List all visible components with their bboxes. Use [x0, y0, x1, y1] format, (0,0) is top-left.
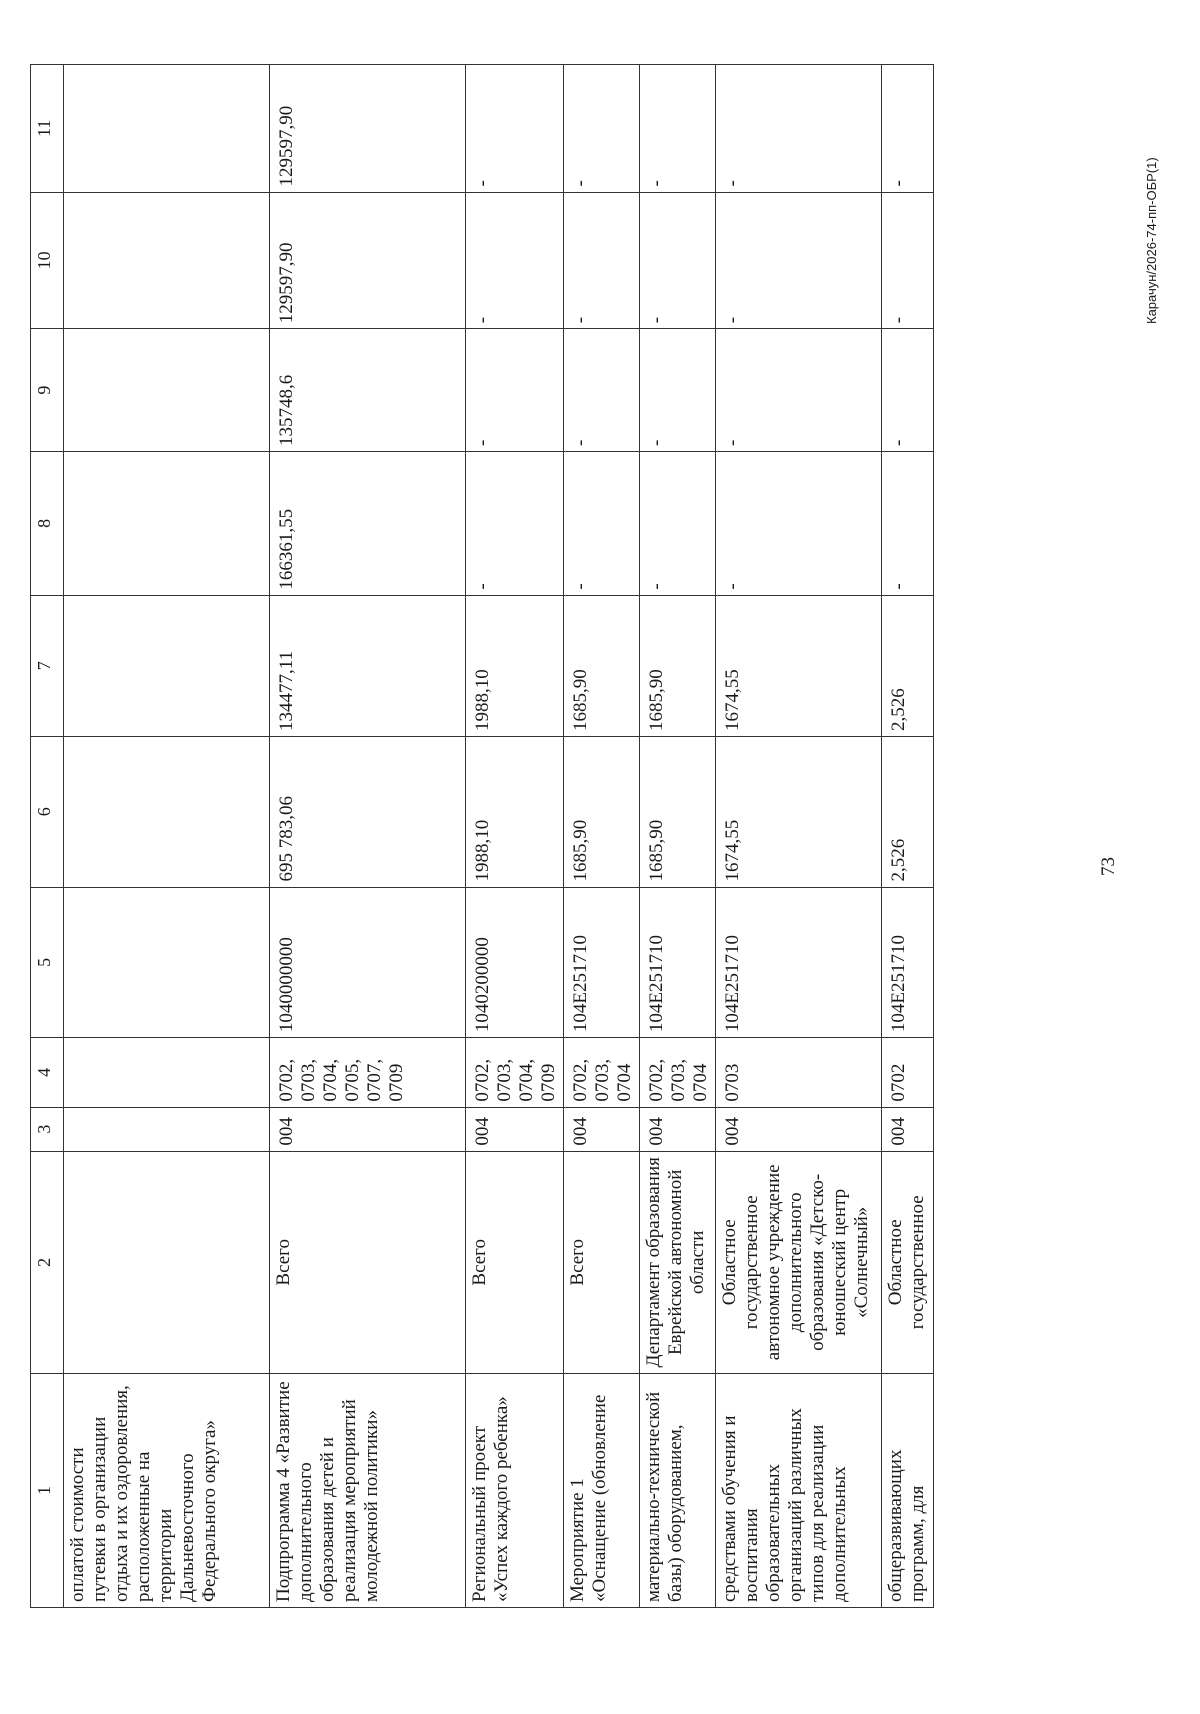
table-row: [716, 65, 882, 1608]
cell-year-5: -: [716, 65, 882, 193]
col-header-3: 3: [31, 1107, 64, 1151]
cell-grbs: 004: [564, 1107, 640, 1151]
cell-executor: Всего: [270, 1151, 466, 1373]
cell-rzpr: 0702, 0703, 0704, 0709: [466, 1038, 564, 1108]
cell-year-2: -: [716, 451, 882, 595]
row-description: общеразвивающих программ, для: [882, 1374, 934, 1608]
cell-rzpr: 0702: [882, 1038, 934, 1108]
cell-year-2: -: [466, 451, 564, 595]
row-description: оплатой стоимости путевки в организации отдыха и их оздоровления, расположенные на территории Дальневосточного Федерального округа»: [64, 1374, 270, 1608]
cell-year-2: [64, 451, 270, 595]
cell-rzpr: 0702, 0703, 0704, 0705, 0707, 0709: [270, 1038, 466, 1108]
cell-executor: Департамент образования Еврейской автономной области: [640, 1151, 716, 1373]
cell-year-2: -: [640, 451, 716, 595]
col-header-8: 8: [31, 451, 64, 595]
cell-year-4: -: [640, 192, 716, 329]
cell-year-5: [64, 65, 270, 193]
col-header-9: 9: [31, 329, 64, 452]
cell-csr: 104Е251710: [882, 887, 934, 1038]
cell-year-1: 1988,10: [466, 595, 564, 736]
cell-year-4: -: [564, 192, 640, 329]
row-description: Подпрограмма 4 «Развитие дополнительного образования детей и реализация мероприятий молодежной политики»: [270, 1374, 466, 1608]
cell-csr: 1040200000: [466, 887, 564, 1038]
cell-csr: 104Е251710: [564, 887, 640, 1038]
cell-year-1: 134477,11: [270, 595, 466, 736]
cell-year-3: -: [716, 329, 882, 452]
table-row: [640, 65, 716, 1608]
cell-total: 1674,55: [716, 736, 882, 887]
cell-grbs: 004: [882, 1107, 934, 1151]
header-row: [31, 65, 64, 1608]
row-description: Мероприятие 1 «Оснащение (обновление: [564, 1374, 640, 1608]
cell-rzpr: 0702, 0703, 0704: [564, 1038, 640, 1108]
cell-year-3: [64, 329, 270, 452]
cell-executor: Областное государственное: [882, 1151, 934, 1373]
cell-total: 695 783,06: [270, 736, 466, 887]
cell-csr: 104Е251710: [716, 887, 882, 1038]
cell-total: 1685,90: [564, 736, 640, 887]
cell-year-5: 129597,90: [270, 65, 466, 193]
row-description: Региональный проект «Успех каждого ребенка»: [466, 1374, 564, 1608]
table-row: [882, 65, 934, 1608]
cell-grbs: 004: [466, 1107, 564, 1151]
cell-executor: [64, 1151, 270, 1373]
cell-year-5: -: [466, 65, 564, 193]
cell-grbs: 004: [270, 1107, 466, 1151]
cell-year-2: -: [882, 451, 934, 595]
cell-year-2: 166361,55: [270, 451, 466, 595]
col-header-4: 4: [31, 1038, 64, 1108]
cell-year-3: -: [882, 329, 934, 452]
budget-table: [30, 64, 934, 1608]
cell-total: 1988,10: [466, 736, 564, 887]
cell-year-3: 135748,6: [270, 329, 466, 452]
cell-year-4: -: [882, 192, 934, 329]
table-row: [466, 65, 564, 1608]
cell-year-3: -: [466, 329, 564, 452]
cell-total: 1685,90: [640, 736, 716, 887]
cell-year-2: -: [564, 451, 640, 595]
row-description: материально-технической базы) оборудованием,: [640, 1374, 716, 1608]
col-header-11: 11: [31, 65, 64, 193]
cell-year-3: -: [564, 329, 640, 452]
cell-year-4: -: [466, 192, 564, 329]
cell-year-4: -: [716, 192, 882, 329]
page-number: 73: [1098, 857, 1119, 876]
cell-rzpr: 0703: [716, 1038, 882, 1108]
cell-grbs: 004: [640, 1107, 716, 1151]
cell-year-1: 1674,55: [716, 595, 882, 736]
col-header-6: 6: [31, 736, 64, 887]
cell-year-1: 1685,90: [564, 595, 640, 736]
cell-year-5: -: [640, 65, 716, 193]
cell-csr: [64, 887, 270, 1038]
col-header-2: 2: [31, 1151, 64, 1373]
cell-year-1: [64, 595, 270, 736]
table-row: [564, 65, 640, 1608]
cell-executor: Всего: [466, 1151, 564, 1373]
col-header-1: 1: [31, 1374, 64, 1608]
cell-grbs: [64, 1107, 270, 1151]
cell-csr: 104Е251710: [640, 887, 716, 1038]
cell-total: [64, 736, 270, 887]
cell-rzpr: 0702, 0703, 0704: [640, 1038, 716, 1108]
cell-year-4: [64, 192, 270, 329]
table-row: [270, 65, 466, 1608]
cell-year-5: -: [564, 65, 640, 193]
col-header-10: 10: [31, 192, 64, 329]
cell-total: 2,526: [882, 736, 934, 887]
cell-rzpr: [64, 1038, 270, 1108]
row-description: средствами обучения и воспитания образовательных организаций различных типов для реализации дополнительных: [716, 1374, 882, 1608]
document-footer: Карачун/2026-74-пп-ОБР(1): [1144, 157, 1159, 324]
cell-csr: 1040000000: [270, 887, 466, 1038]
cell-year-1: 1685,90: [640, 595, 716, 736]
table-row: [64, 65, 270, 1608]
cell-executor: Областное государственное автономное учреждение дополнительного образования «Детско-юношеский центр «Солнечный»: [716, 1151, 882, 1373]
col-header-7: 7: [31, 595, 64, 736]
cell-year-1: 2,526: [882, 595, 934, 736]
col-header-5: 5: [31, 887, 64, 1038]
cell-year-3: -: [640, 329, 716, 452]
cell-executor: Всего: [564, 1151, 640, 1373]
cell-grbs: 004: [716, 1107, 882, 1151]
cell-year-5: -: [882, 65, 934, 193]
cell-year-4: 129597,90: [270, 192, 466, 329]
